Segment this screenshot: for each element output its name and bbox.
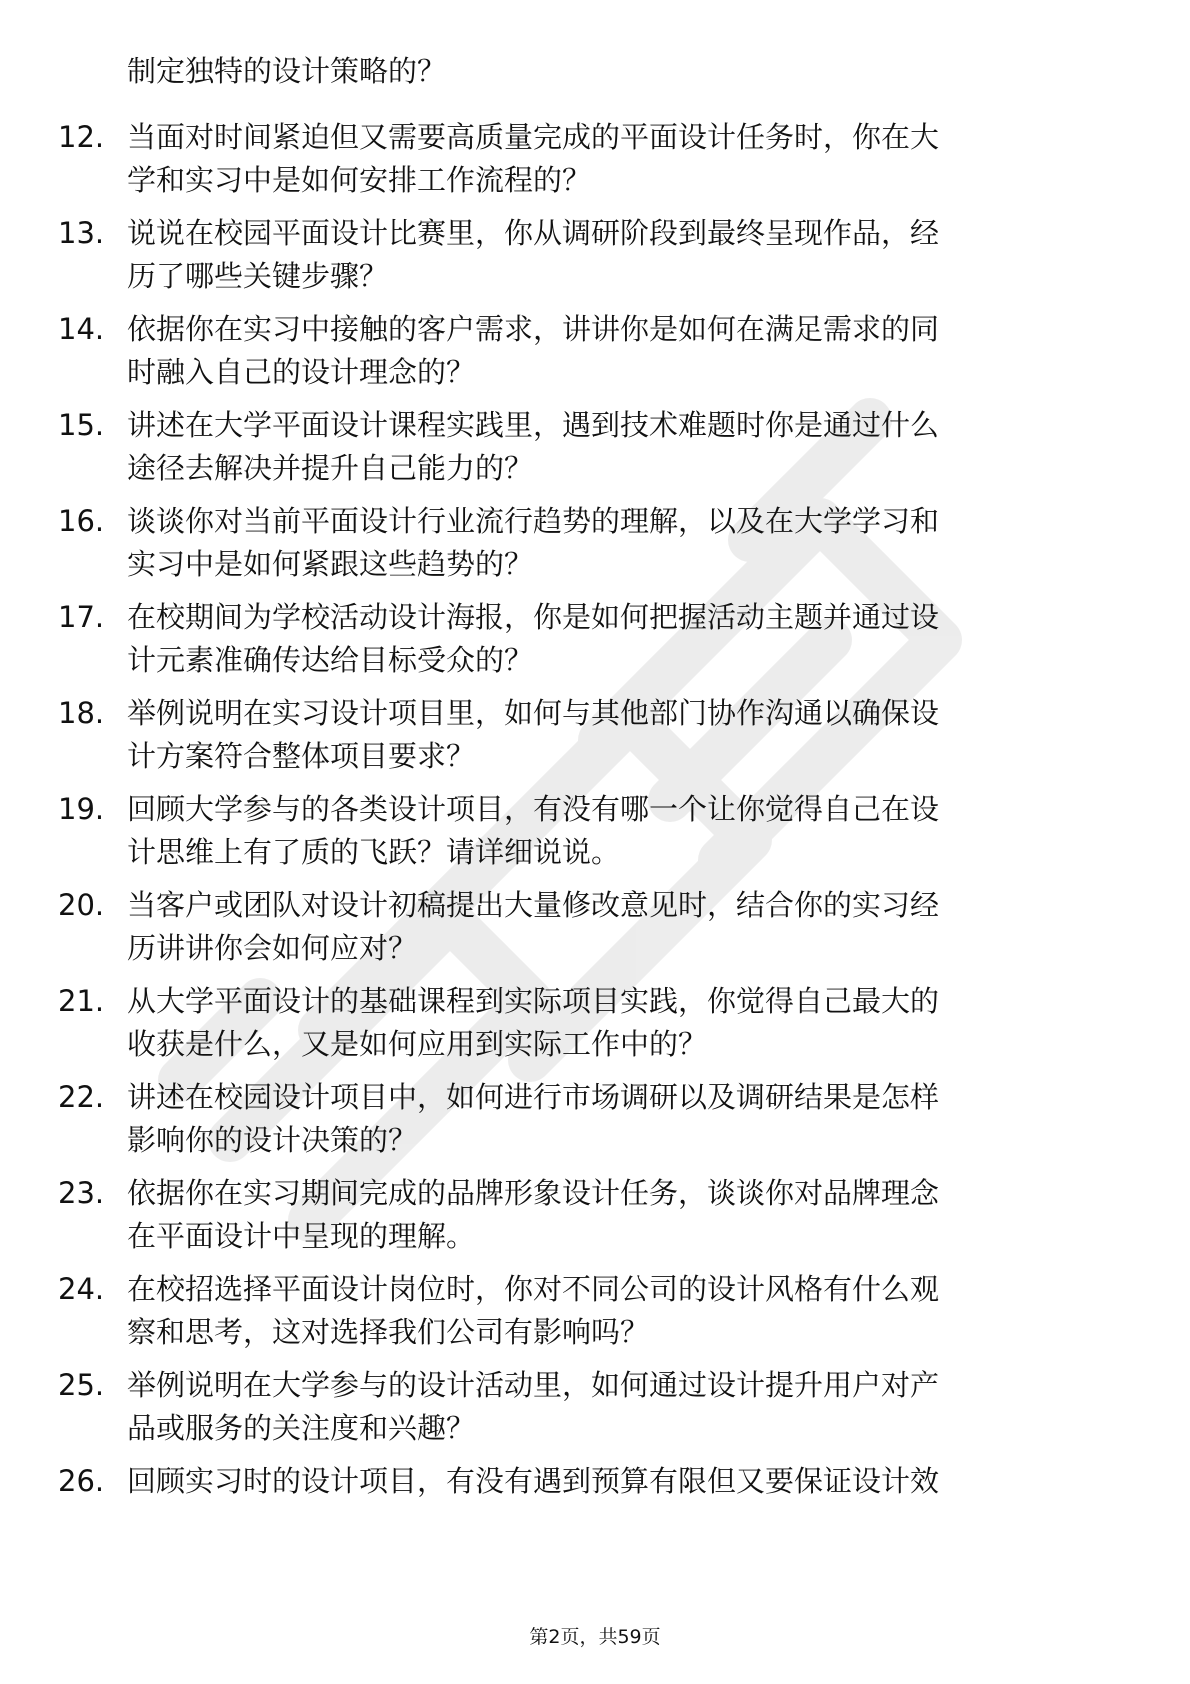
- question-text: [127, 116, 1137, 202]
- question-item: [0, 308, 1190, 404]
- question-text-line: 学和实习中是如何安排工作流程的？: [127, 163, 592, 197]
- question-text-line: 计思维上有了质的飞跃？请详细说说。: [127, 835, 621, 869]
- question-number: 20.: [58, 888, 105, 922]
- question-text: [127, 596, 1137, 682]
- question-item: [0, 1268, 1190, 1364]
- question-text: [127, 788, 1137, 874]
- question-item: [0, 500, 1190, 596]
- question-text-line: 说说在校园平面设计比赛里，你从调研阶段到最终呈现作品，经: [127, 216, 940, 250]
- question-number: 23.: [58, 1176, 105, 1210]
- question-text: [127, 308, 1137, 394]
- question-text-line: 在平面设计中呈现的理解。: [127, 1219, 476, 1253]
- question-text-line: 当客户或团队对设计初稿提出大量修改意见时，结合你的实习经: [127, 888, 940, 922]
- question-text-line: 品或服务的关注度和兴趣？: [127, 1411, 476, 1445]
- question-text: [127, 1268, 1137, 1354]
- question-item: [0, 1076, 1190, 1172]
- question-number: 16.: [58, 504, 105, 538]
- question-text-line: 察和思考，这对选择我们公司有影响吗？: [127, 1315, 650, 1349]
- question-text: [127, 884, 1137, 970]
- question-list: [0, 116, 1190, 1556]
- question-text-line: 时融入自己的设计理念的？: [127, 355, 476, 389]
- question-text-line: 计方案符合整体项目要求？: [127, 739, 476, 773]
- question-text-line: 依据你在实习中接触的客户需求，讲讲你是如何在满足需求的同: [127, 312, 940, 346]
- question-item: [0, 116, 1190, 212]
- question-number: 12.: [58, 120, 105, 154]
- question-item: [0, 884, 1190, 980]
- question-text-line: 回顾大学参与的各类设计项目，有没有哪一个让你觉得自己在设: [127, 792, 940, 826]
- question-item: [0, 980, 1190, 1076]
- question-text-line: 在校期间为学校活动设计海报，你是如何把握活动主题并通过设: [127, 600, 940, 634]
- question-text-line: 实习中是如何紧跟这些趋势的？: [127, 547, 534, 581]
- question-item: [0, 596, 1190, 692]
- question-text: [127, 1364, 1137, 1450]
- question-text: [127, 1460, 1137, 1503]
- continuation-line: 制定独特的设计策略的？: [127, 54, 447, 88]
- question-text-line: 收获是什么，又是如何应用到实际工作中的？: [127, 1027, 708, 1061]
- question-text-line: 举例说明在大学参与的设计活动里，如何通过设计提升用户对产: [127, 1368, 940, 1402]
- question-text: [127, 404, 1137, 490]
- question-number: 14.: [58, 312, 105, 346]
- question-number: 13.: [58, 216, 105, 250]
- question-text: [127, 500, 1137, 586]
- question-item: [0, 1364, 1190, 1460]
- question-text-line: 途径去解决并提升自己能力的？: [127, 451, 534, 485]
- question-text: [127, 1172, 1137, 1258]
- question-item: [0, 692, 1190, 788]
- question-text: [127, 692, 1137, 778]
- question-item: [0, 1172, 1190, 1268]
- question-text-line: 依据你在实习期间完成的品牌形象设计任务，谈谈你对品牌理念: [127, 1176, 940, 1210]
- question-text-line: 举例说明在实习设计项目里，如何与其他部门协作沟通以确保设: [127, 696, 940, 730]
- question-item: [0, 404, 1190, 500]
- question-text-line: 回顾实习时的设计项目，有没有遇到预算有限但又要保证设计效: [127, 1464, 940, 1498]
- question-item: [0, 212, 1190, 308]
- question-number: 17.: [58, 600, 105, 634]
- question-item: [0, 1460, 1190, 1556]
- question-number: 22.: [58, 1080, 105, 1114]
- question-text-line: 历了哪些关键步骤？: [127, 259, 389, 293]
- question-text-line: 当面对时间紧迫但又需要高质量完成的平面设计任务时，你在大: [127, 120, 940, 154]
- question-number: 15.: [58, 408, 105, 442]
- question-item: [0, 788, 1190, 884]
- question-text-line: 讲述在校园设计项目中，如何进行市场调研以及调研结果是怎样: [127, 1080, 940, 1114]
- question-text: [127, 1076, 1137, 1162]
- question-text-line: 从大学平面设计的基础课程到实际项目实践，你觉得自己最大的: [127, 984, 940, 1018]
- page-footer: 第2页，共59页: [529, 1626, 661, 1648]
- question-number: 18.: [58, 696, 105, 730]
- question-number: 26.: [58, 1464, 105, 1498]
- question-text: [127, 212, 1137, 298]
- question-number: 21.: [58, 984, 105, 1018]
- question-text-line: 谈谈你对当前平面设计行业流行趋势的理解，以及在大学学习和: [127, 504, 940, 538]
- question-text: [127, 980, 1137, 1066]
- question-text-line: 影响你的设计决策的？: [127, 1123, 418, 1157]
- question-text-line: 历讲讲你会如何应对？: [127, 931, 418, 965]
- question-text-line: 在校招选择平面设计岗位时，你对不同公司的设计风格有什么观: [127, 1272, 940, 1306]
- question-text-line: 讲述在大学平面设计课程实践里，遇到技术难题时你是通过什么: [127, 408, 940, 442]
- question-number: 25.: [58, 1368, 105, 1402]
- question-number: 24.: [58, 1272, 105, 1306]
- question-text-line: 计元素准确传达给目标受众的？: [127, 643, 534, 677]
- question-number: 19.: [58, 792, 105, 826]
